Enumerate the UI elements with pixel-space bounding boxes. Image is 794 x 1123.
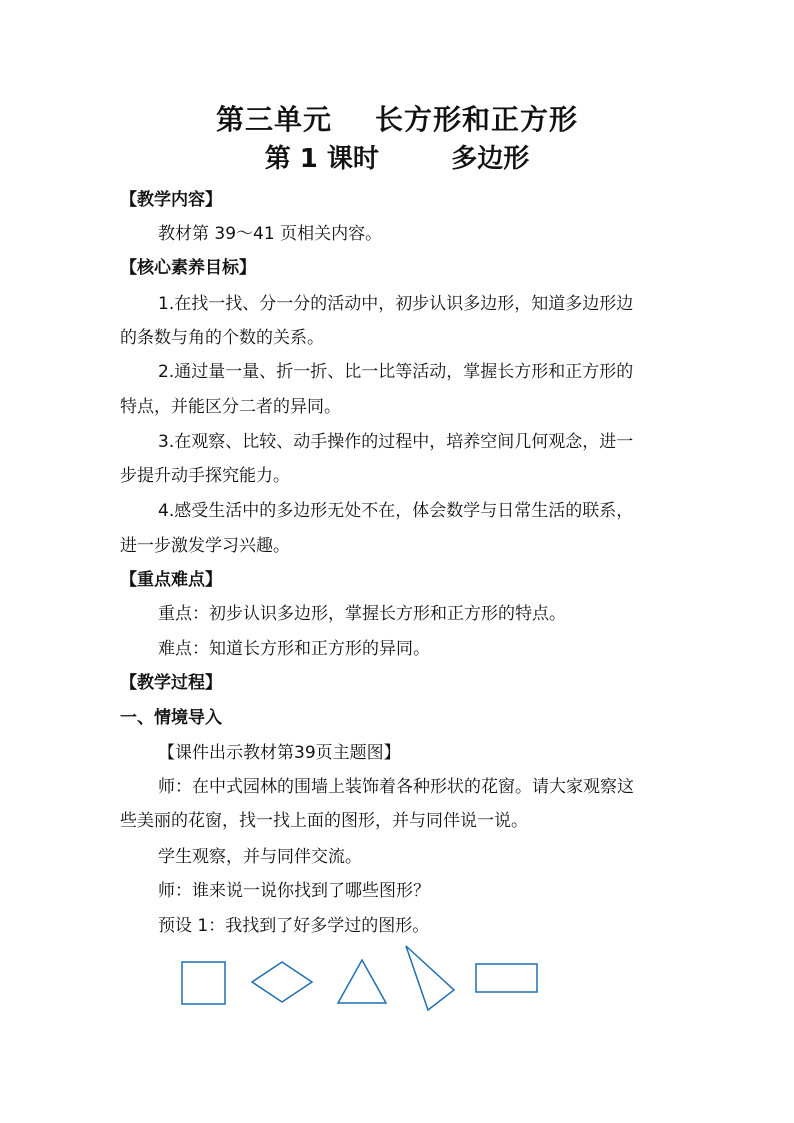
- triangle-shape: [338, 960, 386, 1003]
- rectangle-shape: [476, 964, 537, 992]
- square-shape: [182, 962, 225, 1004]
- rhombus-shape: [252, 962, 312, 1002]
- shapes-figure: [170, 940, 550, 1020]
- content-heading: 【教学内容】: [120, 190, 222, 210]
- goals-heading: 【核心素养目标】: [120, 258, 256, 278]
- lesson-title: 第 1 课时 多边形: [264, 144, 530, 174]
- content-text: 教材第 39～41 页相关内容。: [158, 224, 383, 244]
- preset-1: 预设 1：我找到了好多学过的图形。: [158, 916, 430, 936]
- students-activity: 学生观察，并与同伴交流。: [158, 847, 362, 867]
- goal-4-line-1: 4.感受生活中的多边形无处不在，体会数学与日常生活的联系，: [158, 501, 634, 521]
- difficult-point: 难点：知道长方形和正方形的异同。: [158, 639, 430, 659]
- goal-1-line-1: 1.在找一找、分一分的活动中，初步认识多边形，知道多边形边: [158, 294, 634, 314]
- goal-2-line-1: 2.通过量一量、折一折、比一比等活动，掌握长方形和正方形的: [158, 362, 634, 382]
- key-points-heading: 【重点难点】: [120, 570, 222, 590]
- teacher-1-line-2: 些美丽的花窗，找一找上面的图形，并与同伴说一说。: [120, 811, 528, 831]
- part-1-heading: 一、情境导入: [120, 708, 222, 728]
- teacher-1-line-1: 师：在中式园林的围墙上装饰着各种形状的花窗。请大家观察这: [158, 777, 634, 797]
- courseware-note: 【课件出示教材第39页主题图】: [158, 743, 401, 763]
- goal-3-line-2: 步提升动手探究能力。: [120, 466, 290, 486]
- goal-1-line-2: 的条数与角的个数的关系。: [120, 328, 324, 348]
- slanted-triangle-shape: [406, 946, 454, 1010]
- unit-title: 第三单元 长方形和正方形: [216, 103, 578, 136]
- key-point: 重点：初步认识多边形，掌握长方形和正方形的特点。: [158, 604, 566, 624]
- process-heading: 【教学过程】: [120, 673, 222, 693]
- goal-2-line-2: 特点，并能区分二者的异同。: [120, 397, 341, 417]
- goal-4-line-2: 进一步激发学习兴趣。: [120, 536, 290, 556]
- goal-3-line-1: 3.在观察、比较、动手操作的过程中，培养空间几何观念，进一: [158, 432, 634, 452]
- teacher-2: 师：谁来说一说你找到了哪些图形？: [158, 881, 430, 901]
